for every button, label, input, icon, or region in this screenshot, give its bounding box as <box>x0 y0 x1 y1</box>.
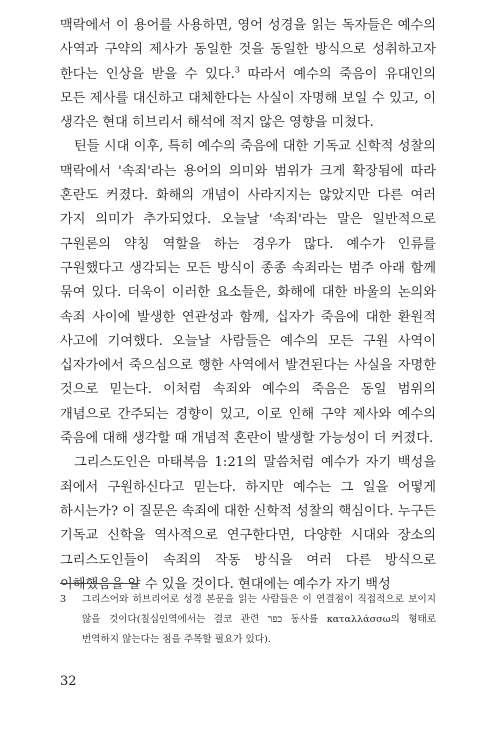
footnote-number: 3 <box>60 594 67 605</box>
paragraph-1-continuation: 따라서 예수의 죽음이 유대인의 모든 제사를 대신하고 대체한다는 사실이 자명해 보일 수 있고, 이 생각은 현대 히브리서 해석에 적지 않은 영향을 미쳤다. <box>60 66 436 131</box>
paragraph-1 <box>60 14 436 135</box>
footnote-divider <box>60 583 140 584</box>
body-text <box>60 14 436 597</box>
paragraph-1-text: 맥락에서 이 용어를 사용하면, 영어 성경을 읽는 독자들은 예수의 사역과 구약의 제사가 동일한 것을 동일한 방식으로 성취하고자 한다는 인상을 받을 수 있다. <box>60 18 436 82</box>
footnote <box>60 590 436 650</box>
paragraph-2: 틴들 시대 이후, 특히 예수의 죽음에 대한 기독교 신학적 성찰의 맥락에서 '속죄'라는 용어의 의미와 범위가 크게 확장됨에 따라 혼란도 커졌다. 화해의 개념이 사라지지는 않았지만 다른 여러 가지 의미가 추가되었다. 오늘날 '속죄'라는 말은 일반적으로 구원론의 약칭 역할을 하는 경우가 많다. 예수가 인류를 구원했다고 생각되는 모든 방식이 종종 속죄라는 범주 아래 함께 묶여 있다. 더욱이 이러한 요소들은, 화해에 대한 바울의 논의와 속죄 사이에 발생한 연관성과 함께, 십자가 죽음에 대한 환원적 사고에 기여했다. 오늘날 사람들은 예수의 모든 구원 사역이 십자가에서 죽으심으로 행한 사역에서 발견된다는 사실을 자명한 것으로 믿는다. 이처럼 속죄와 예수의 죽음은 동일 범위의 개념으로 간주되는 경향이 있고, 이로 인해 구약 제사와 예수의 죽음에 대해 생각할 때 개념적 혼란이 발생할 가능성이 더 커졌다. <box>60 139 436 447</box>
footnote-reference[interactable]: 3 <box>234 65 240 75</box>
page-number: 32 <box>60 674 77 689</box>
footnote-text: 그리스어와 히브리어로 성경 본문을 읽는 사람들은 이 연결점이 직접적으로 보이지 않을 것이다(칠십인역에서는 결코 관련 כפר 동사를 καταλλάσσω의 형태로 번역하지 않는다는 점을 주목할 필요가 있다). <box>82 594 437 645</box>
paragraph-3: 그리스도인은 마태복음 1:21의 말씀처럼 예수가 자기 백성을 죄에서 구원하신다고 믿는다. 하지만 예수는 그 일을 어떻게 하시는가? 이 질문은 속죄에 대한 신학적 성찰의 핵심이다. 누구든 기독교 신학을 역사적으로 연구한다면, 다양한 시대와 장소의 그리스도인들이 속죄의 작동 방식을 여러 다른 방식으로 이해했음을 알 수 있을 것이다. 현대에는 예수가 자기 백성 <box>60 455 437 592</box>
